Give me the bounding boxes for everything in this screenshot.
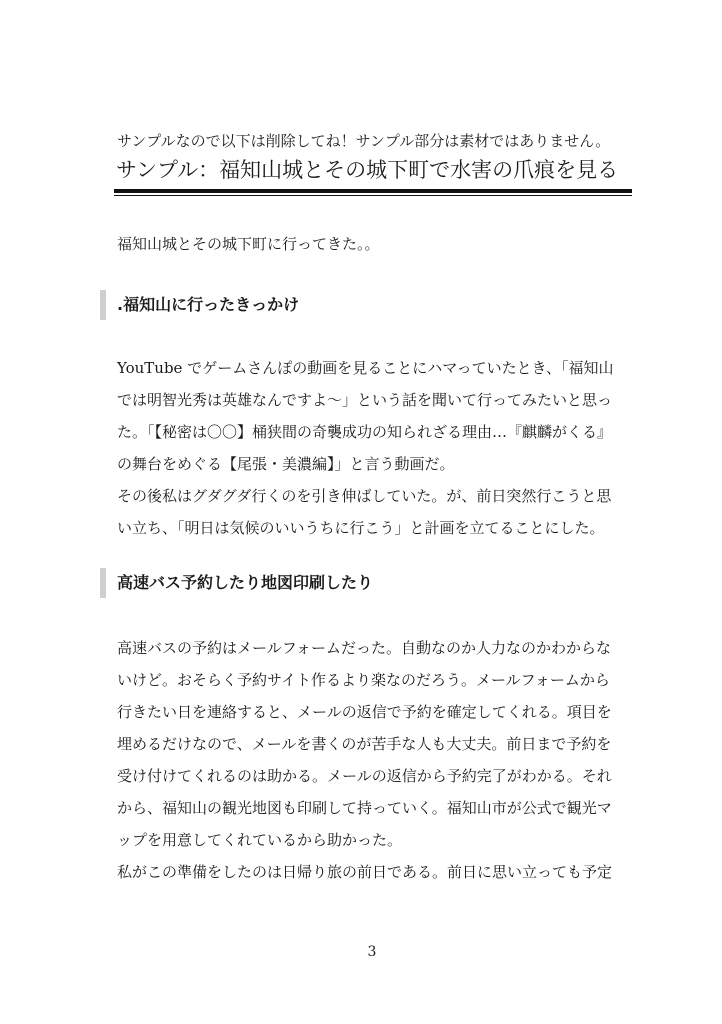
paragraph-line: YouTube でゲームさんぽの動画を見ることにハマっていたとき、「福知山 xyxy=(117,359,614,377)
section-heading-1 xyxy=(100,290,630,320)
page-number: 3 xyxy=(367,944,377,960)
paragraph-line: ップを用意してくれているから助かった。 xyxy=(117,831,403,849)
section-heading-text: .福知山に行ったきっかけ xyxy=(117,295,300,314)
paragraph-line: 私がこの準備をしたのは日帰り旅の前日である。前日に思い立っても予定 xyxy=(117,863,613,881)
section2-paragraph xyxy=(117,632,637,888)
paragraph-line: い立ち、「明日は気候のいいうちに行こう」と計画を立てることにした。 xyxy=(117,519,605,537)
title-rule-thick xyxy=(114,189,632,193)
paragraph-line: 受け付けてくれるのは助かる。メールの返信から予約完了がわかる。それ xyxy=(117,767,612,785)
paragraph-line: た。「【秘密は〇〇】桶狭間の奇襲成功の知られざる理由…『麒麟がくる』 xyxy=(117,423,613,441)
section1-paragraph xyxy=(117,352,637,544)
paragraph-line: 行きたい日を連絡すると、メールの返信で予約を確定してくれる。項目を xyxy=(117,703,612,721)
title-block xyxy=(114,155,632,196)
heading-accent-bar xyxy=(100,290,106,320)
paragraph-line: では明智光秀は英雄なんですよ〜」という話を聞いて行ってみたいと思っ xyxy=(117,391,613,409)
paragraph-line: 埋めるだけなので、メールを書くのが苦手な人も大丈夫。前日まで予約を xyxy=(117,735,612,753)
section-heading-2 xyxy=(100,568,630,598)
paragraph-line: の舞台をめぐる【尾張・美濃編】」と言う動画だ。 xyxy=(117,455,455,473)
sample-note: サンプルなので以下は削除してね！サンプル部分は素材ではありません。 xyxy=(117,132,611,150)
paragraph-line: 高速バスの予約はメールフォームだった。自動なのか人力なのかわからな xyxy=(117,639,611,657)
title-rule-thin xyxy=(114,195,632,196)
paragraph-line: いけど。おそらく予約サイト作るより楽なのだろう。メールフォームから xyxy=(117,671,610,689)
section-heading-text: 高速バス予約したり地図印刷したり xyxy=(117,573,374,592)
page-title: サンプル：福知山城とその城下町で水害の爪痕を見る xyxy=(116,158,619,182)
paragraph-line: から、福知山の観光地図も印刷して持っていく。福知山市が公式で観光マ xyxy=(117,799,612,817)
heading-accent-bar xyxy=(100,568,106,598)
intro-paragraph xyxy=(117,228,637,260)
paragraph-line: その後私はグダグダ行くのを引き伸ばしていた。が、前日突然行こうと思 xyxy=(117,487,612,505)
intro-line: 福知山城とその城下町に行ってきた。。 xyxy=(117,235,380,253)
